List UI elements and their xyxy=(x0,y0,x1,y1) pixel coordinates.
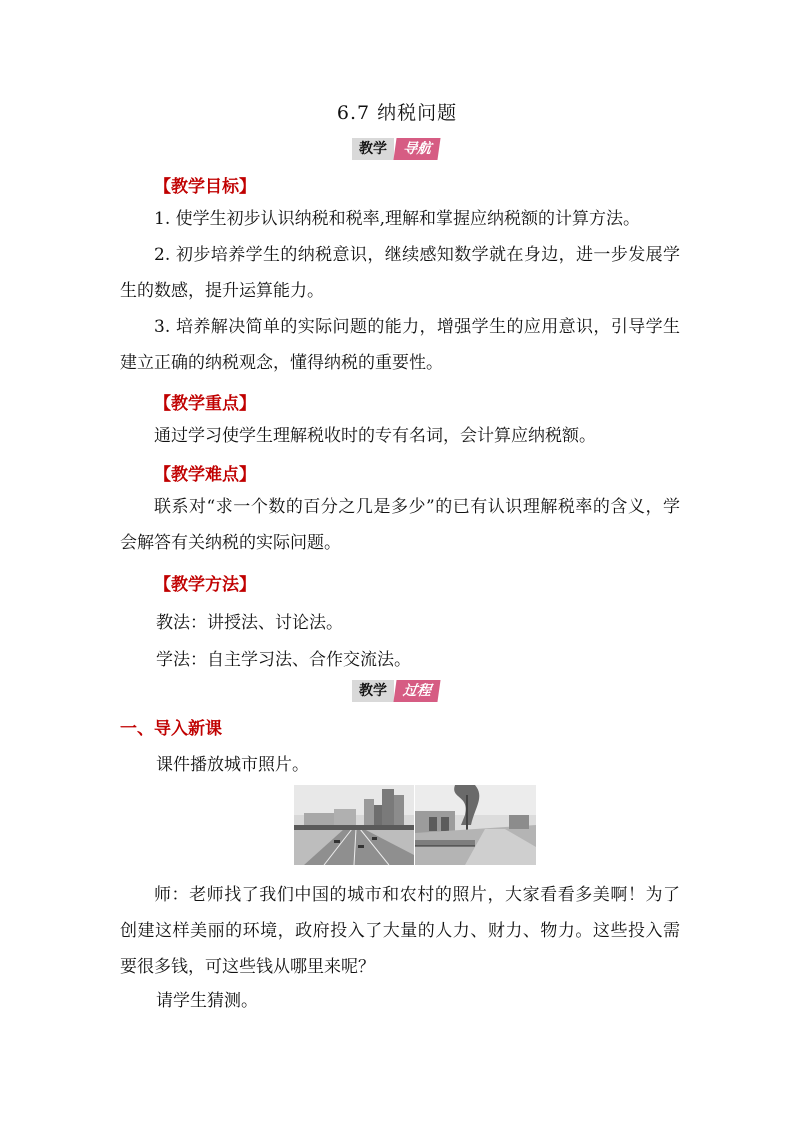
difficulty-heading: 【教学难点】 xyxy=(154,465,256,485)
nav-badge xyxy=(352,138,439,160)
nav-badge-right: 导航 xyxy=(393,138,440,160)
keypoint-text: 通过学习使学生理解税收时的专有名词，会计算应纳税额。 xyxy=(154,426,596,446)
methods-teach: 教法：讲授法、讨论法。 xyxy=(156,613,343,633)
student-guess: 请学生猜测。 xyxy=(156,991,258,1011)
nav-badge-left: 教学 xyxy=(352,138,394,160)
methods-heading: 【教学方法】 xyxy=(154,575,256,595)
process-badge-left: 教学 xyxy=(352,680,394,702)
process-badge-right: 过程 xyxy=(393,680,440,702)
objective-item-3: 3. 培养解决简单的实际问题的能力，增强学生的应用意识，引导学生建立正确的纳税观念，懂得纳税的重要性。 xyxy=(120,317,680,373)
objective-item-1: 1. 使学生初步认识纳税和税率,理解和掌握应纳税额的计算方法。 xyxy=(154,209,641,229)
keypoint-heading: 【教学重点】 xyxy=(154,394,256,414)
methods-learn: 学法：自主学习法、合作交流法。 xyxy=(156,650,411,670)
process-badge xyxy=(352,680,439,702)
page-title: 6.7 纳税问题 xyxy=(336,102,458,124)
teacher-speech: 师：老师找了我们中国的城市和农村的照片，大家看看多美啊！为了创建这样美丽的环境，政府投入了大量的人力、财力、物力。这些投入需要很多钱，可这些钱从哪里来呢？ xyxy=(120,885,680,977)
section1-intro: 课件播放城市照片。 xyxy=(156,755,309,775)
objective-item-2: 2. 初步培养学生的纳税意识，继续感知数学就在身边，进一步发展学生的数感，提升运算能力。 xyxy=(120,245,680,301)
city-photo xyxy=(294,785,414,865)
objectives-heading: 【教学目标】 xyxy=(154,177,256,197)
village-photo xyxy=(415,785,536,865)
difficulty-text: 联系对“求一个数的百分之几是多少”的已有认识理解税率的含义，学会解答有关纳税的实际问题。 xyxy=(120,497,680,553)
section1-heading: 一、导入新课 xyxy=(120,719,222,739)
